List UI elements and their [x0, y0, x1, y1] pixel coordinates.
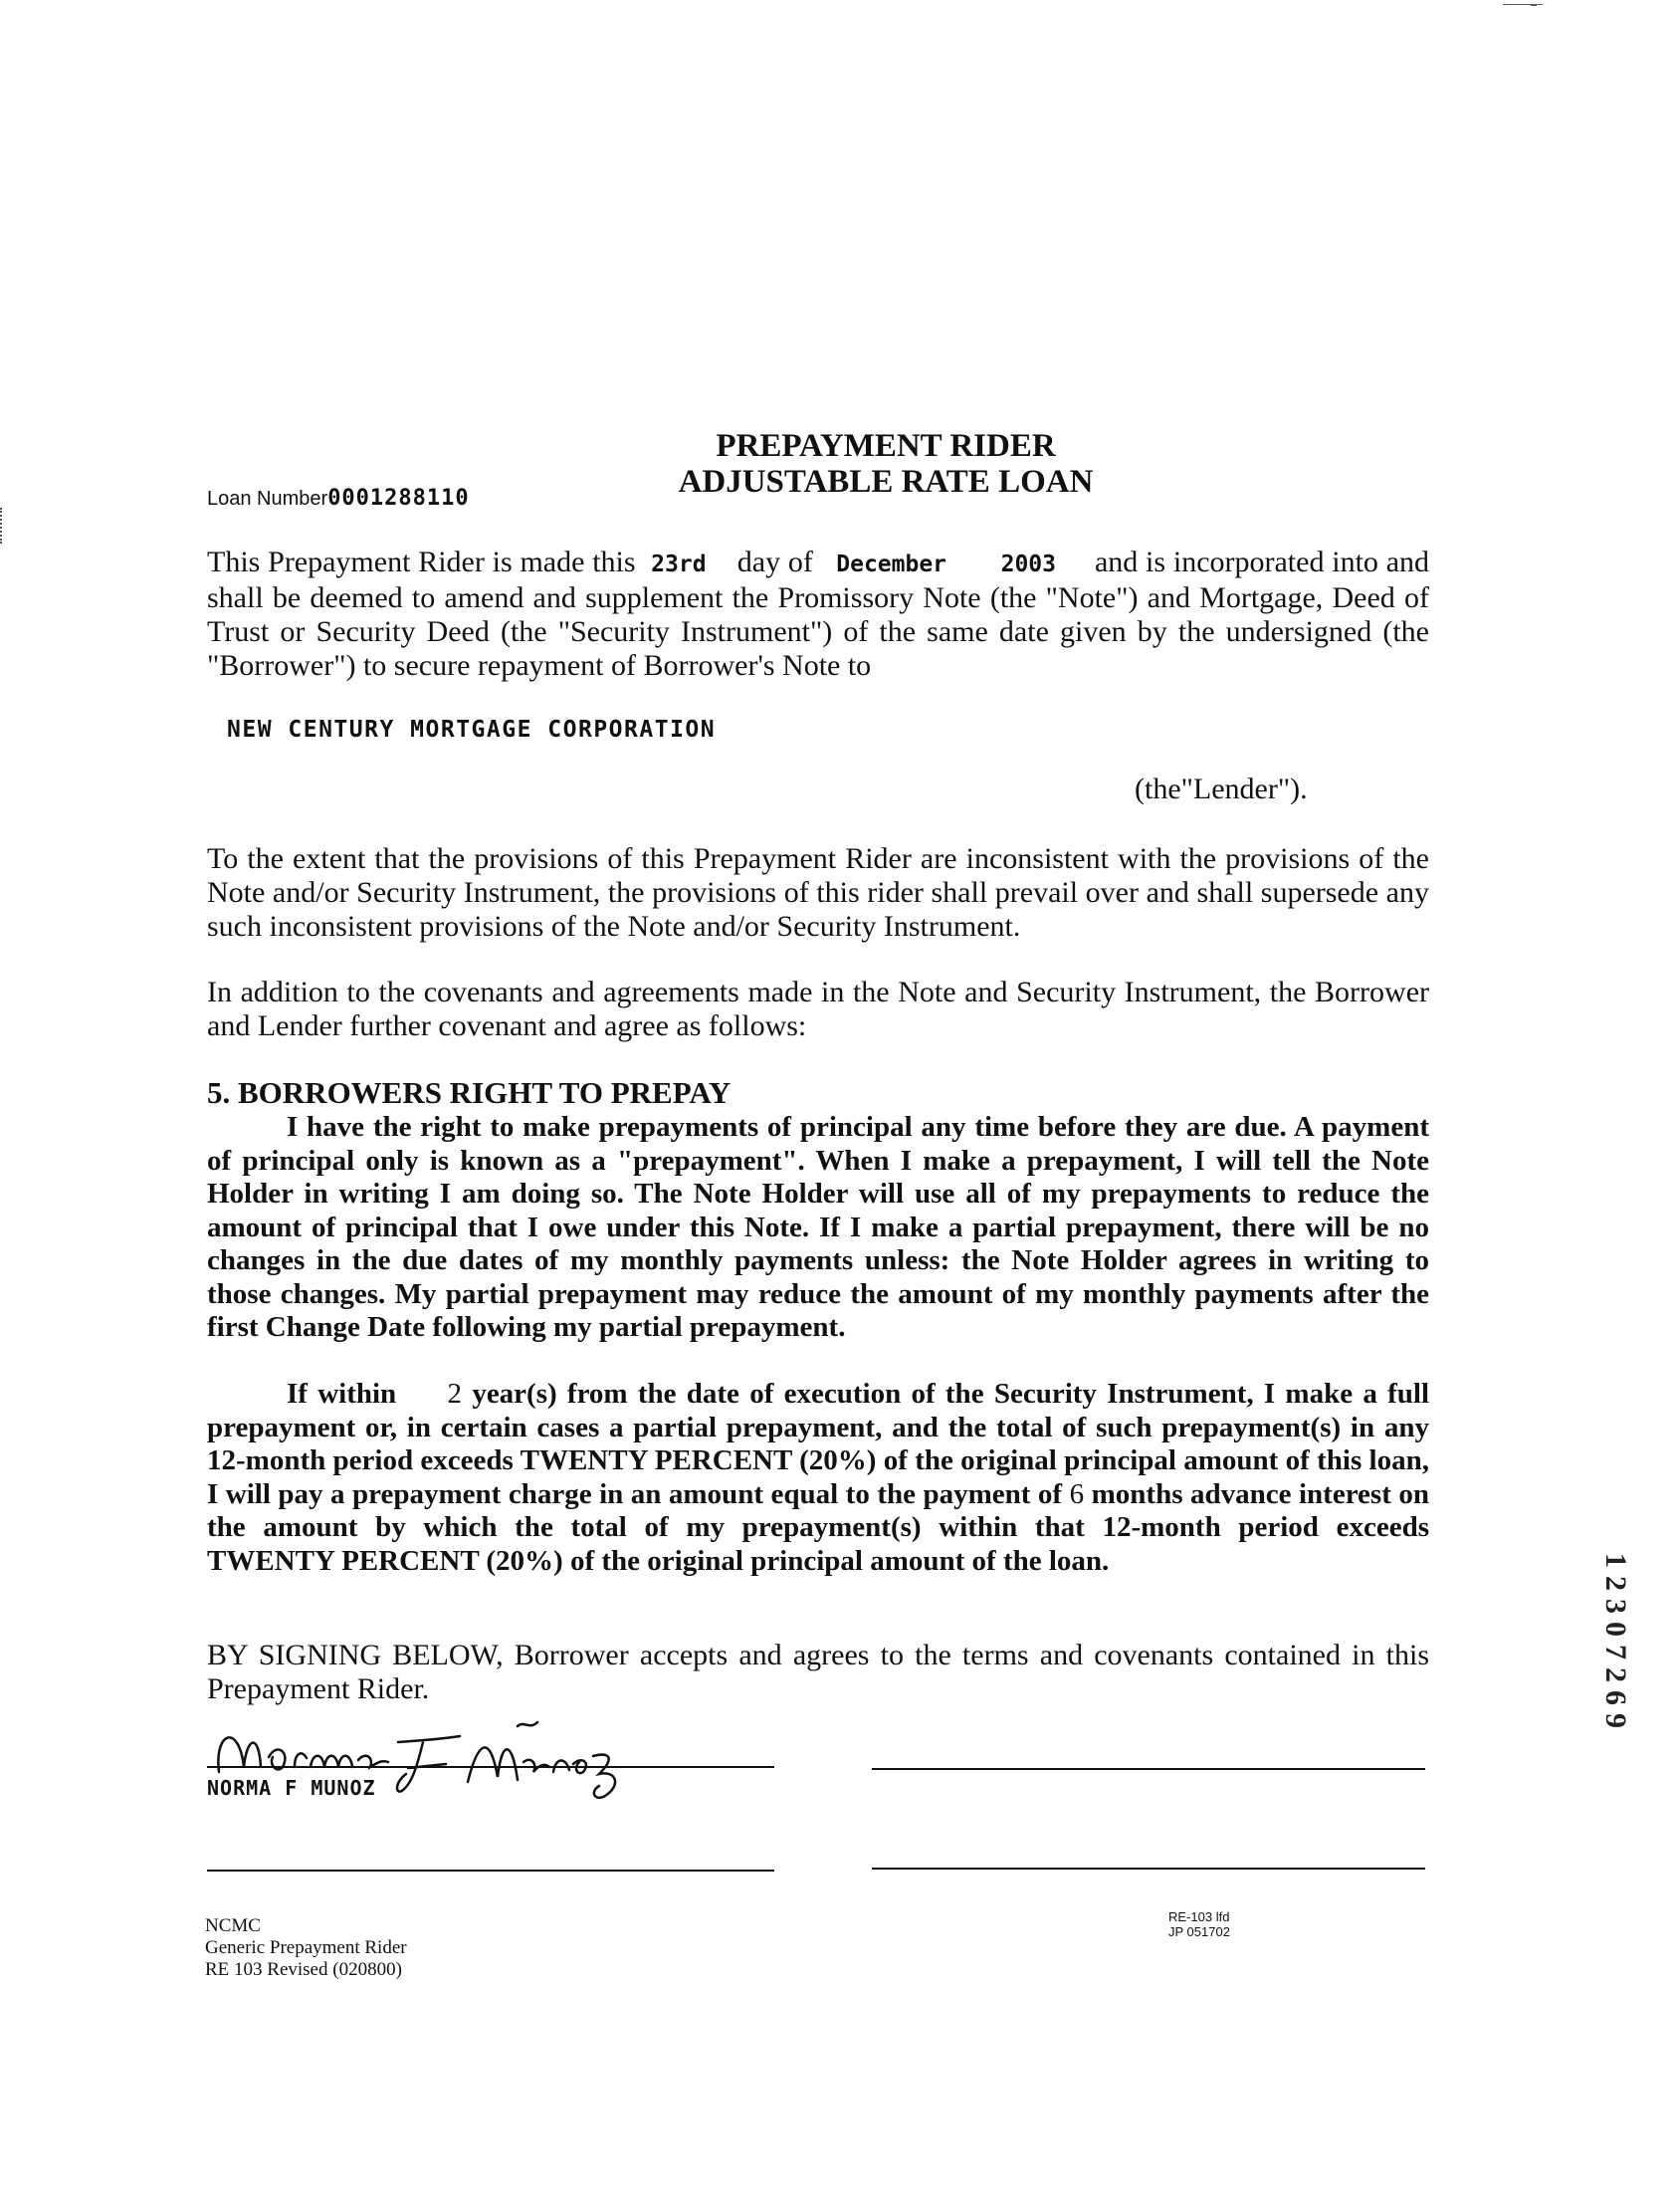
footer-form-revision: RE 103 Revised (020800) — [205, 1959, 402, 1980]
intro-text-2: day of — [736, 546, 813, 578]
p2-text-c: months advance interest on the amount by which the total of my prepayment(s) within that 12-month period exceeds TWENTY PERCENT (20%) of the original principal amount of the loan. — [207, 1477, 1429, 1577]
loan-number-label: Loan Number — [207, 488, 328, 510]
document-title-line2: ADJUSTABLE RATE LOAN — [678, 464, 1094, 500]
signing-statement: BY SIGNING BELOW, Borrower accepts and agrees to the terms and covenants contained in this Prepayment Rider. — [207, 1639, 1429, 1705]
footer-form-code: RE-103 lfd — [1168, 1909, 1230, 1924]
footer-form-date: JP 051702 — [1168, 1924, 1230, 1939]
borrower-2-signature-line — [207, 1870, 774, 1872]
borrower-3-signature-line — [872, 1868, 1425, 1870]
lender-suffix: (the"Lender"). — [1135, 773, 1308, 805]
loan-number-value: 0001288110 — [327, 486, 470, 511]
p2-text-b: year(s) from the date of execution of the Security Instrument, I make a full prepayment or, in certain cases a partial prepayment, and the total of such prepayment(s) in any 12-month period exceeds TWENTY PERCENT (20%) of the original principal amount of this loan, I will pay a prepayment charge in an amount equal to the payment of — [207, 1378, 1430, 1510]
p2-text-a: If within — [287, 1378, 397, 1410]
intro-year: 2003 — [1000, 552, 1056, 577]
lender-name: NEW CENTURY MORTGAGE CORPORATION — [227, 717, 717, 743]
margin-stamp-number: 12307269 — [1599, 1553, 1632, 1736]
scan-mark-corner — [1531, 4, 1537, 6]
scan-mark-top — [1503, 4, 1543, 5]
footer-form-name: Generic Prepayment Rider — [205, 1937, 407, 1958]
loan-number-row — [207, 486, 470, 511]
intro-text-3: and is incorporated into and shall be deemed to amend and supplement the Promissory Note (the "Note") and Mortgage, Deed of Trust or Security Deed (the "Security Instrument") of the same date given by the undersigned (the "Borrower") to secure repayment of Borrower's Note to — [207, 546, 1430, 682]
co-borrower-signature-line — [872, 1768, 1425, 1770]
covenants-paragraph: In addition to the covenants and agreements made in the Note and Security Instrument, the Borrower and Lender further covenant and agree as follows: — [207, 976, 1429, 1042]
intro-paragraph — [207, 546, 1429, 683]
intro-day: 23rd — [651, 552, 707, 577]
section-paragraph-2 — [207, 1378, 1429, 1578]
p2-months: 6 — [1069, 1477, 1085, 1510]
provisions-paragraph: To the extent that the provisions of this Prepayment Rider are inconsistent with the provisions of the Note and/or Security Instrument, the provisions of this rider shall prevail over and shall supersede any such inconsistent provisions of the Note and/or Security Instrument. — [207, 842, 1429, 943]
borrower-name: NORMA F MUNOZ — [207, 1776, 376, 1800]
section-heading: 5. BORROWERS RIGHT TO PREPAY — [207, 1075, 732, 1110]
left-margin-tick — [0, 508, 4, 544]
p2-years: 2 — [447, 1378, 463, 1410]
document-title-line1: PREPAYMENT RIDER — [716, 428, 1056, 464]
intro-text-1: This Prepayment Rider is made this — [207, 546, 636, 578]
borrower-signature-line — [207, 1766, 774, 1768]
intro-month: December — [836, 552, 947, 577]
footer-company: NCMC — [205, 1915, 261, 1936]
section-paragraph-1: I have the right to make prepayments of principal any time before they are due. A payment of principal only is known as a "prepayment". When I make a prepayment, I will tell the Note Holder in writing I am doing so. The Note Holder will use all of my prepayments to reduce the amount of principal that I owe under this Note. If I make a partial prepayment, there will be no changes in the due dates of my monthly payments unless: the Note Holder agrees in writing to those changes. My partial prepayment may reduce the amount of my monthly payments after the first Change Date following my partial prepayment. — [207, 1111, 1429, 1343]
footer-right — [1168, 1909, 1230, 1939]
footer-left — [205, 1915, 407, 1981]
